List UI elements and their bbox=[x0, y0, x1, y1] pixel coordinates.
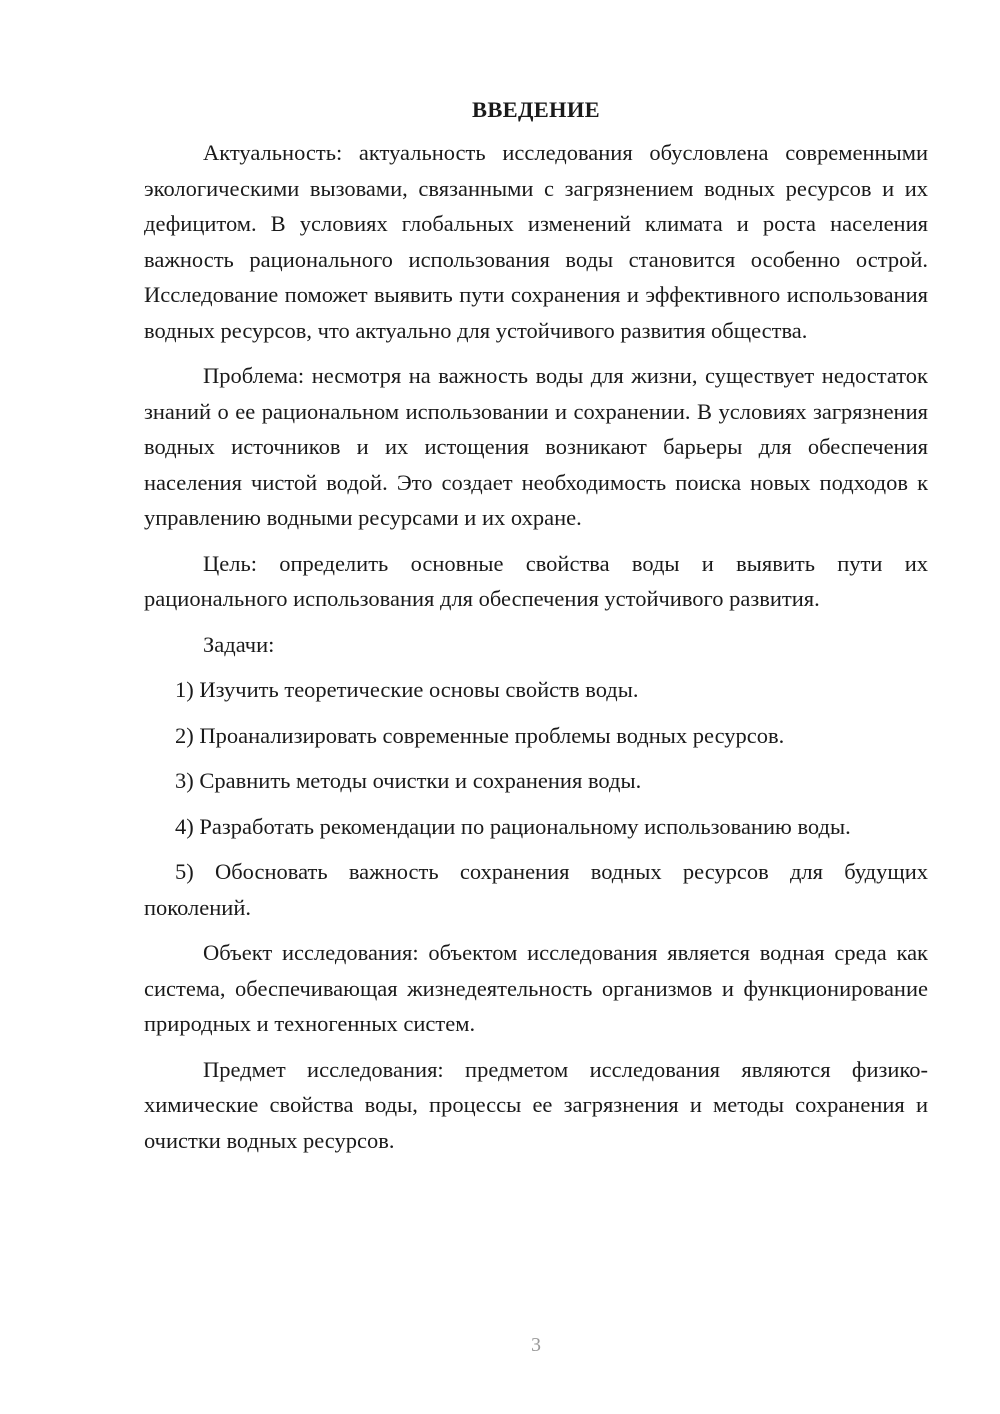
task-item: 2) Проанализировать современные проблемы водных ресурсов. bbox=[175, 722, 785, 748]
paragraph-relevance: Актуальность: актуальность исследования обусловлена современными экологическими вызовами, связанными с загрязнением водных ресурсов и их дефицитом. В условиях глобальных изменений климата и роста населения важность рационального использования воды становится особенно острой. Исследование поможет выявить пути сохранения и эффективного использования водных ресурсов, что актуально для устойчивого развития общества. bbox=[144, 140, 928, 343]
task-item: 1) Изучить теоретические основы свойств воды. bbox=[175, 677, 639, 702]
task-item: 4) Разработать рекомендации по рациональному использованию воды. bbox=[175, 813, 851, 839]
paragraph-goal: Цель: определить основные свойства воды и выявить пути их рационального использования для обеспечения устойчивого развития. bbox=[144, 550, 928, 611]
page-number: 3 bbox=[531, 1334, 541, 1356]
tasks-heading: Задачи: bbox=[203, 631, 275, 657]
paragraph-problem: Проблема: несмотря на важность воды для жизни, существует недостаток знаний о ее рациональном использовании и сохранении. В условиях загрязнения водных источников и их истощения возникают барьеры для обеспечения населения чистой водой. Это создает необходимость поиска новых подходов к управлению водными ресурсами и их охране. bbox=[144, 363, 928, 530]
paragraph-object: Объект исследования: объектом исследования является водная среда как система, обеспечивающая жизнедеятельность организмов и функционирование природных и техногенных систем. bbox=[144, 940, 928, 1036]
task-item: 5) Обосновать важность сохранения водных ресурсов для будущих поколений. bbox=[144, 859, 928, 920]
paragraph-subject: Предмет исследования: предметом исследования являются физико-химические свойства воды, процессы ее загрязнения и методы сохранения и очистки водных ресурсов. bbox=[144, 1056, 928, 1153]
section-title: ВВЕДЕНИЕ bbox=[472, 97, 600, 122]
page-content bbox=[144, 95, 928, 1168]
task-item: 3) Сравнить методы очистки и сохранения воды. bbox=[175, 768, 642, 793]
